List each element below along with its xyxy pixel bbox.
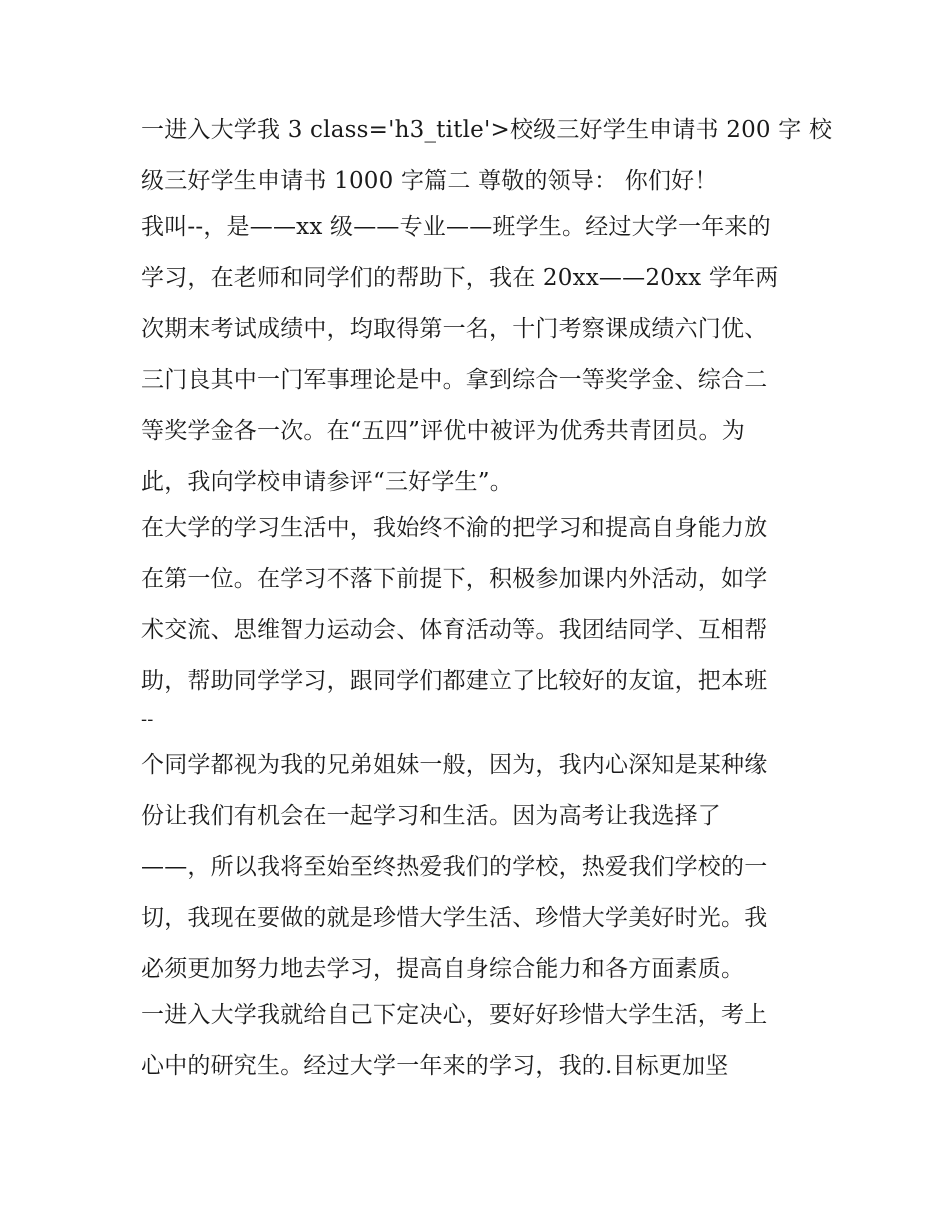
- text-line: 份让我们有机会在一起学习和生活。因为高考让我选择了: [141, 803, 721, 829]
- text-line: 级三好学生申请书 1000 字篇二 尊敬的领导： 你们好！: [141, 168, 718, 194]
- text-line: 在第一位。在学习不落下前提下，积极参加课内外活动，如学: [141, 566, 768, 592]
- text-line: 助，帮助同学学习，跟同学们都建立了比较好的友谊，把本班: [141, 668, 768, 694]
- text-line: 次期末考试成绩中，均取得第一名，十门考察课成绩六门优、: [141, 316, 768, 342]
- text-line: 三门良其中一门军事理论是中。拿到综合一等奖学金、综合二: [141, 367, 768, 393]
- text-line: 我叫--，是——xx 级——专业——班学生。经过大学一年来的: [141, 214, 771, 240]
- text-line: 必须更加努力地去学习，提高自身综合能力和各方面素质。: [141, 956, 745, 982]
- text-line: 心中的研究生。经过大学一年来的学习，我的.目标更加坚: [141, 1053, 729, 1079]
- text-line: 个同学都视为我的兄弟姐妹一般，因为，我内心深知是某种缘: [141, 752, 768, 778]
- text-line-fragment: --: [141, 709, 154, 730]
- text-line: 一进入大学我 3 class='h3_title'>校级三好学生申请书 200 字 校: [141, 117, 833, 143]
- text-line: 学习，在老师和同学们的帮助下，我在 20xx——20xx 学年两: [141, 265, 779, 291]
- text-line: 等奖学金各一次。在“五四”评优中被评为优秀共青团员。为: [141, 418, 745, 444]
- text-line: 切，我现在要做的就是珍惜大学生活、珍惜大学美好时光。我: [141, 905, 768, 931]
- text-line: 此，我向学校申请参评“三好学生”。: [141, 469, 513, 495]
- text-line: 术交流、思维智力运动会、体育活动等。我团结同学、互相帮: [141, 617, 768, 643]
- document-body: [141, 111, 833, 1098]
- text-line: 一进入大学我就给自己下定决心，要好好珍惜大学生活，考上: [141, 1002, 768, 1028]
- text-line: 在大学的学习生活中，我始终不渝的把学习和提高自身能力放: [141, 515, 768, 541]
- text-line: ——，所以我将至始至终热爱我们的学校，热爱我们学校的一: [141, 854, 768, 880]
